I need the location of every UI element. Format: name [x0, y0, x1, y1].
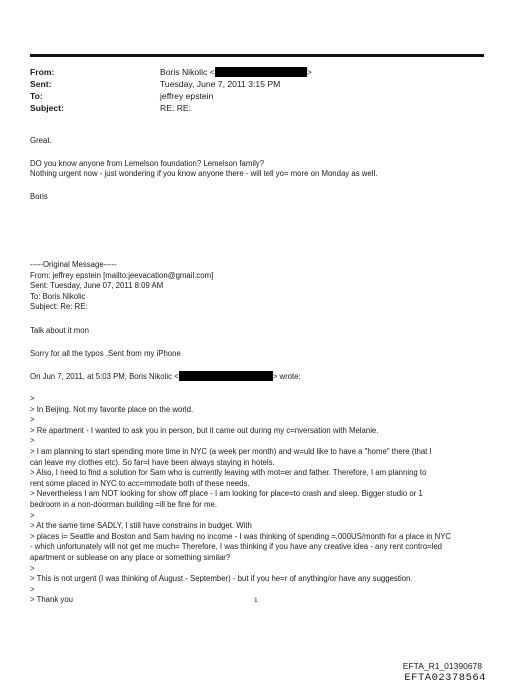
subject-value: RE: RE:: [160, 103, 192, 113]
original-divider: -----Original Message-----: [30, 260, 117, 269]
reply-body: [30, 136, 490, 202]
reply-greeting: Great.: [30, 136, 52, 145]
quoted-line: > Also, I need to find a solution for Sam who is currently leaving with mot=er and father. Therefore, I am planning to: [30, 468, 427, 478]
quoted-line: >: [30, 436, 35, 446]
quoted-line: > I am planning to start spending more time in NYC (a week per month) and w=uld like to have a "home" there (that I: [30, 446, 432, 456]
quoted-line: > Thank you: [30, 595, 73, 605]
subject-label: Subject:: [30, 103, 64, 113]
efta-id-large: EFTA02378564: [404, 672, 486, 684]
original-message: [30, 260, 490, 383]
header-rule: [30, 54, 484, 57]
reply-line: Nothing urgent now - just wondering if you know anyone there - will tell yo= more on Monday as well.: [30, 169, 378, 179]
original-to: To: Boris Nikolic: [30, 291, 86, 301]
original-message-text: Sorry for all the typos .Sent from my iPhone: [30, 348, 181, 358]
quoted-line: >: [30, 415, 35, 425]
quoted-message: [30, 394, 490, 606]
quoted-line: >: [30, 510, 35, 520]
original-subject: Subject: Re: RE:: [30, 302, 88, 312]
redaction-bar: [215, 67, 307, 77]
sent-label: Sent:: [30, 79, 52, 89]
quoted-line: > places i= Seattle and Boston and Sam having no income - I was thinking of spending =,000US/month for a place in NYC: [30, 531, 452, 541]
quoted-line: > Nevertheless I am NOT looking for show off place - I am looking for place=to crash and sleep. Bigger studio or 1: [30, 489, 423, 499]
to-label: To:: [30, 91, 43, 101]
original-message-text: Talk about it mon: [30, 325, 89, 335]
redaction-bar: [179, 371, 273, 381]
quoted-line: > In Beijing. Not my favorite place on the world.: [30, 404, 194, 414]
from-label: From:: [30, 67, 55, 77]
quoted-line: > At the same time SADLY, I still have constrains in budget. With: [30, 521, 252, 531]
to-value: jeffrey epstein: [160, 91, 214, 101]
quoted-line: apartment or sublease on any place or something similar?: [30, 552, 231, 562]
original-from: From: jeffrey epstein [mailto:jeevacation@gmail.com]: [30, 270, 214, 280]
page-number: 1: [254, 597, 258, 604]
reply-line: DO you know anyone from Lemelson foundation? Lemelson family?: [30, 158, 265, 168]
reply-signature: Boris: [30, 191, 48, 201]
quoted-line: >: [30, 394, 35, 403]
quoted-line: rent some placed in NYC to acc=mmodate both of these needs.: [30, 478, 250, 488]
quoted-line: > This is not urgent (I was thinking of August - September) - but if you he=r of anything/or have any suggestion.: [30, 574, 413, 584]
quoted-line: can leave my clothes etc). So far=I have been always staying in hotels.: [30, 457, 275, 467]
sent-value: Tuesday, June 7, 2011 3:15 PM: [160, 79, 281, 89]
quoted-line: bedroom in a non-doorman building =ill be fine for me.: [30, 499, 218, 509]
quoted-line: >: [30, 584, 35, 594]
quoted-line: - which unfortunately will not get me much= Therefore, I was thinking if you have any creative idea - any rent contro=led: [30, 542, 443, 552]
efta-id-small: EFTA_R1_01390678: [402, 661, 482, 671]
original-sent: Sent: Tuesday, June 07, 2011 8:09 AM: [30, 281, 164, 291]
quoted-line: > Re apartment - I wanted to ask you in person, but it came out during my c=nversation with Melanie.: [30, 425, 379, 435]
quote-intro: On Jun 7, 2011, at 5:03 PM, Boris Nikolic < > wrote:: [30, 372, 301, 382]
quoted-line: >: [30, 563, 35, 573]
from-value: Boris Nikolic < >: [160, 67, 312, 77]
